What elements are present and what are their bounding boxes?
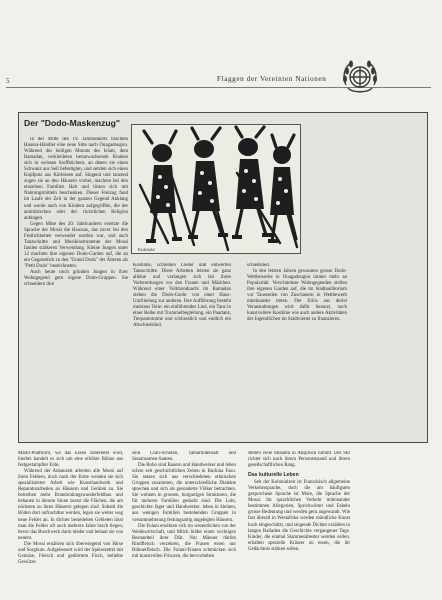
body-paragraph: sind Chili-Schoten, Tamarindensaft und Sesamsamen-Samen. xyxy=(132,451,236,463)
un-emblem-icon xyxy=(338,55,382,99)
box-title: Der "Dodo-Maskenzug" xyxy=(24,118,121,128)
box-paragraph: In der Mitte des 19. Jahrhunderts brachten Haussa-Händler eine neue Sitte nach Ouagadougou. Während des heiligen Monats des Islam, dem Ramadan, verkleideten heranwachsende Knaben sich in weissen Stoffhüchern, an denen sie einen Schwanz aus Seil befestigten, und setzten sich einen Kopfputz aus Kürbissen auf. Singend und tanzend zogen sie an den Häusern vorbei, machten bei den einzelnen Familien Halt und lösten sich mit Nahrungsmitteln beschenken. Dieser Freizug fand im Laufe der Zeit in der ganzen Gegend Anklang und wurde auch von Kindern aufgegriffen, die der animistischen oder der christlichen Religion anhingen. xyxy=(24,137,128,221)
box-paragraph: Gegen Mitte des 20. Jahrhunderts ersetzte die Sprache der Mossi die Haussas, das zuvor bei den Festlichkeiten verwendet worden war, und auch Tanzschritte und Musikinstrumente der Mossi fanden stärkeren Verwendung. Kleine Jungen unter 12 machten ihre eigenen Dodo-Garden auf, die an ein Gegenstück zu den "Grand Dodo" der Älteren als "Petit Dodo" bezeichneten. xyxy=(24,221,128,269)
body-paragraph: stellen viele Stunden in Anspruch nimmt. Der Stil richtet sich nach ihrem Personenstand und ihrem gesellschaftlichen Rang. xyxy=(248,451,350,469)
body-paragraph: Die Bobo sind Bauern und Handwerker und leben schon seit geschichtlichen Zeiten in Burkina Faso. Sie setzen sich aus verschiedenen ethnischen Gruppen zusammen, die unterschiedliche Dialekte sprechen und sich als gesonderte Völker betrachten. Sie wohnen in grossen, burgartigen Strukturen, die für mehrere Familien gedacht sind. Die Lobi, geschickte Jäger und Handwerker, leben in kleinen, aus wenigen Familien bestehenden Gruppen in versammelterung festungsartig angelegten Häusern. xyxy=(132,463,236,523)
dodo-mask-artwork xyxy=(131,124,301,254)
section-subheading: Das kulturelle Leben xyxy=(248,472,299,479)
page-number: 5 xyxy=(6,77,10,85)
box-column-3 xyxy=(247,263,347,438)
box-column-2 xyxy=(133,263,231,438)
body-paragraph: Die Fulani ernähren sich im wesentlichen von der Weidewirtschaft, und Milch bildet einen wichtigen Bestandteil ihrer Diät. Nur Männer dürfen Rindfleisch verzehren, die Frauen essen nur Hühnerfleisch. Die Fulani-Frauen schmücken sich mit kunstvollen Frisuren, die hervorheben xyxy=(132,523,236,559)
body-column-2 xyxy=(132,451,236,591)
dancers-illustration xyxy=(132,125,301,254)
box-column-1 xyxy=(24,137,128,437)
box-paragraph: Auch heute noch gründen Jungen in ihrer Wohngegend gern eigene Dodo-Gruppen. Sie schneidern ihre xyxy=(24,270,128,288)
box-paragraph: Kostüme, schreiben Lieder und entwerfen Tanzschritte. Diese Arbeiten leisten sie ganz alleine und verlangen sich bei ihren Vorbereitungen vor den Frauen und Mädchen. Während einer Vollmondnacht im Ramadan ziehen die Dodo-Garde von einer Haus-Umfriedung zur anderen. Ihre Aufführung besteht meistens Teile: ein einführendes Lied, ein Tanz in einer Reihe mit Trommelbegleitung, ein Paartanz, Tierpantomime und schliesslich und endlich ein Abschiedslied. xyxy=(133,263,231,329)
body-paragraph: Markt-Plattform, wo das Essen zubereitet wird, hierbei handelt es sich um eine erhöhte Bühne aus festgestampfter Erde. xyxy=(18,451,123,469)
body-column-3 xyxy=(248,451,350,591)
running-header: Flaggen der Vereinten Nationen xyxy=(217,75,327,83)
box-paragraph: schiedslied. xyxy=(247,263,270,268)
artwork-signature: Kirkfield xyxy=(138,247,155,252)
body-paragraph: Seit der Kolonialzeit ist Französisch allgemeine Verkehrssprache, doch die am häufigsten gesprochene Sprache ist More, die Sprache der Mossi. Im sprachlichen Verkehr miteinander bestimmen Allegorien, Sprichwörter und Fabeln grosse Bedeutung und werden gern angewandt. Wie fast überall in Westafrika werden mündliche Kunst hoch eingeschätzt, und singende Dichter erzählen in langen Balladen die Geschichte vergangener Tage. Kinder, die einmal Stammesältester werden sollen, erhalten spezielle Kräuter zu essen, die ihr Gedächtnis stärken sollen. xyxy=(248,480,350,552)
body-paragraph: Die Mossi ernähren sich überwiegend von Hirse und Sorghum. Aufgebessert wird der Speisezettel mit Gemüse, Fleisch und gedörrtem Fisch, beliebte Gewürze xyxy=(18,541,123,565)
box-paragraph: In den letzten Jahren gewannen grosse Dodo-Wettbewerbe in Ouagadougou immer mehr an Popularität. Verschiedene Wohngegenden stellen ihre eigenen Garden auf, die im Stadtauditorium vor Tausenden von Zuschauern in Wettbewerb miteinander treten. Der Erlös aus derlei Veranstaltungen wird dafür benutzt, noch kunstvollere Kostüme wie auch andere Aktivitäten der Jugendlichen im Stadtviertel zu finanzieren. xyxy=(247,269,347,323)
body-paragraph: Während der Anbauzeit arbeiten alle Mossi auf ihren Feldern, doch nach der Ernte wenden sie sich spezialisierter Arbeit wie Kunsthandwerk und Reparaturarbeiten an Häusern und Geräten zu. Sie betreiben mehr Brandrodungswanderfeldbau und behauen in diesem Sinne zuerst die Flächen, die am nächsten zu ihren Häusern gelegen sind. Sobald die Böden dort unfruchtbar werden, legen sie weiter weg neue Felder an. In dichter besiedelten Gebieten lässt man die Felder oft auch mehrere Jahre brach liegen, bevor das Buschwerk darin nieder und behaut sie von neuem. xyxy=(18,469,123,541)
body-column-1 xyxy=(18,451,123,591)
